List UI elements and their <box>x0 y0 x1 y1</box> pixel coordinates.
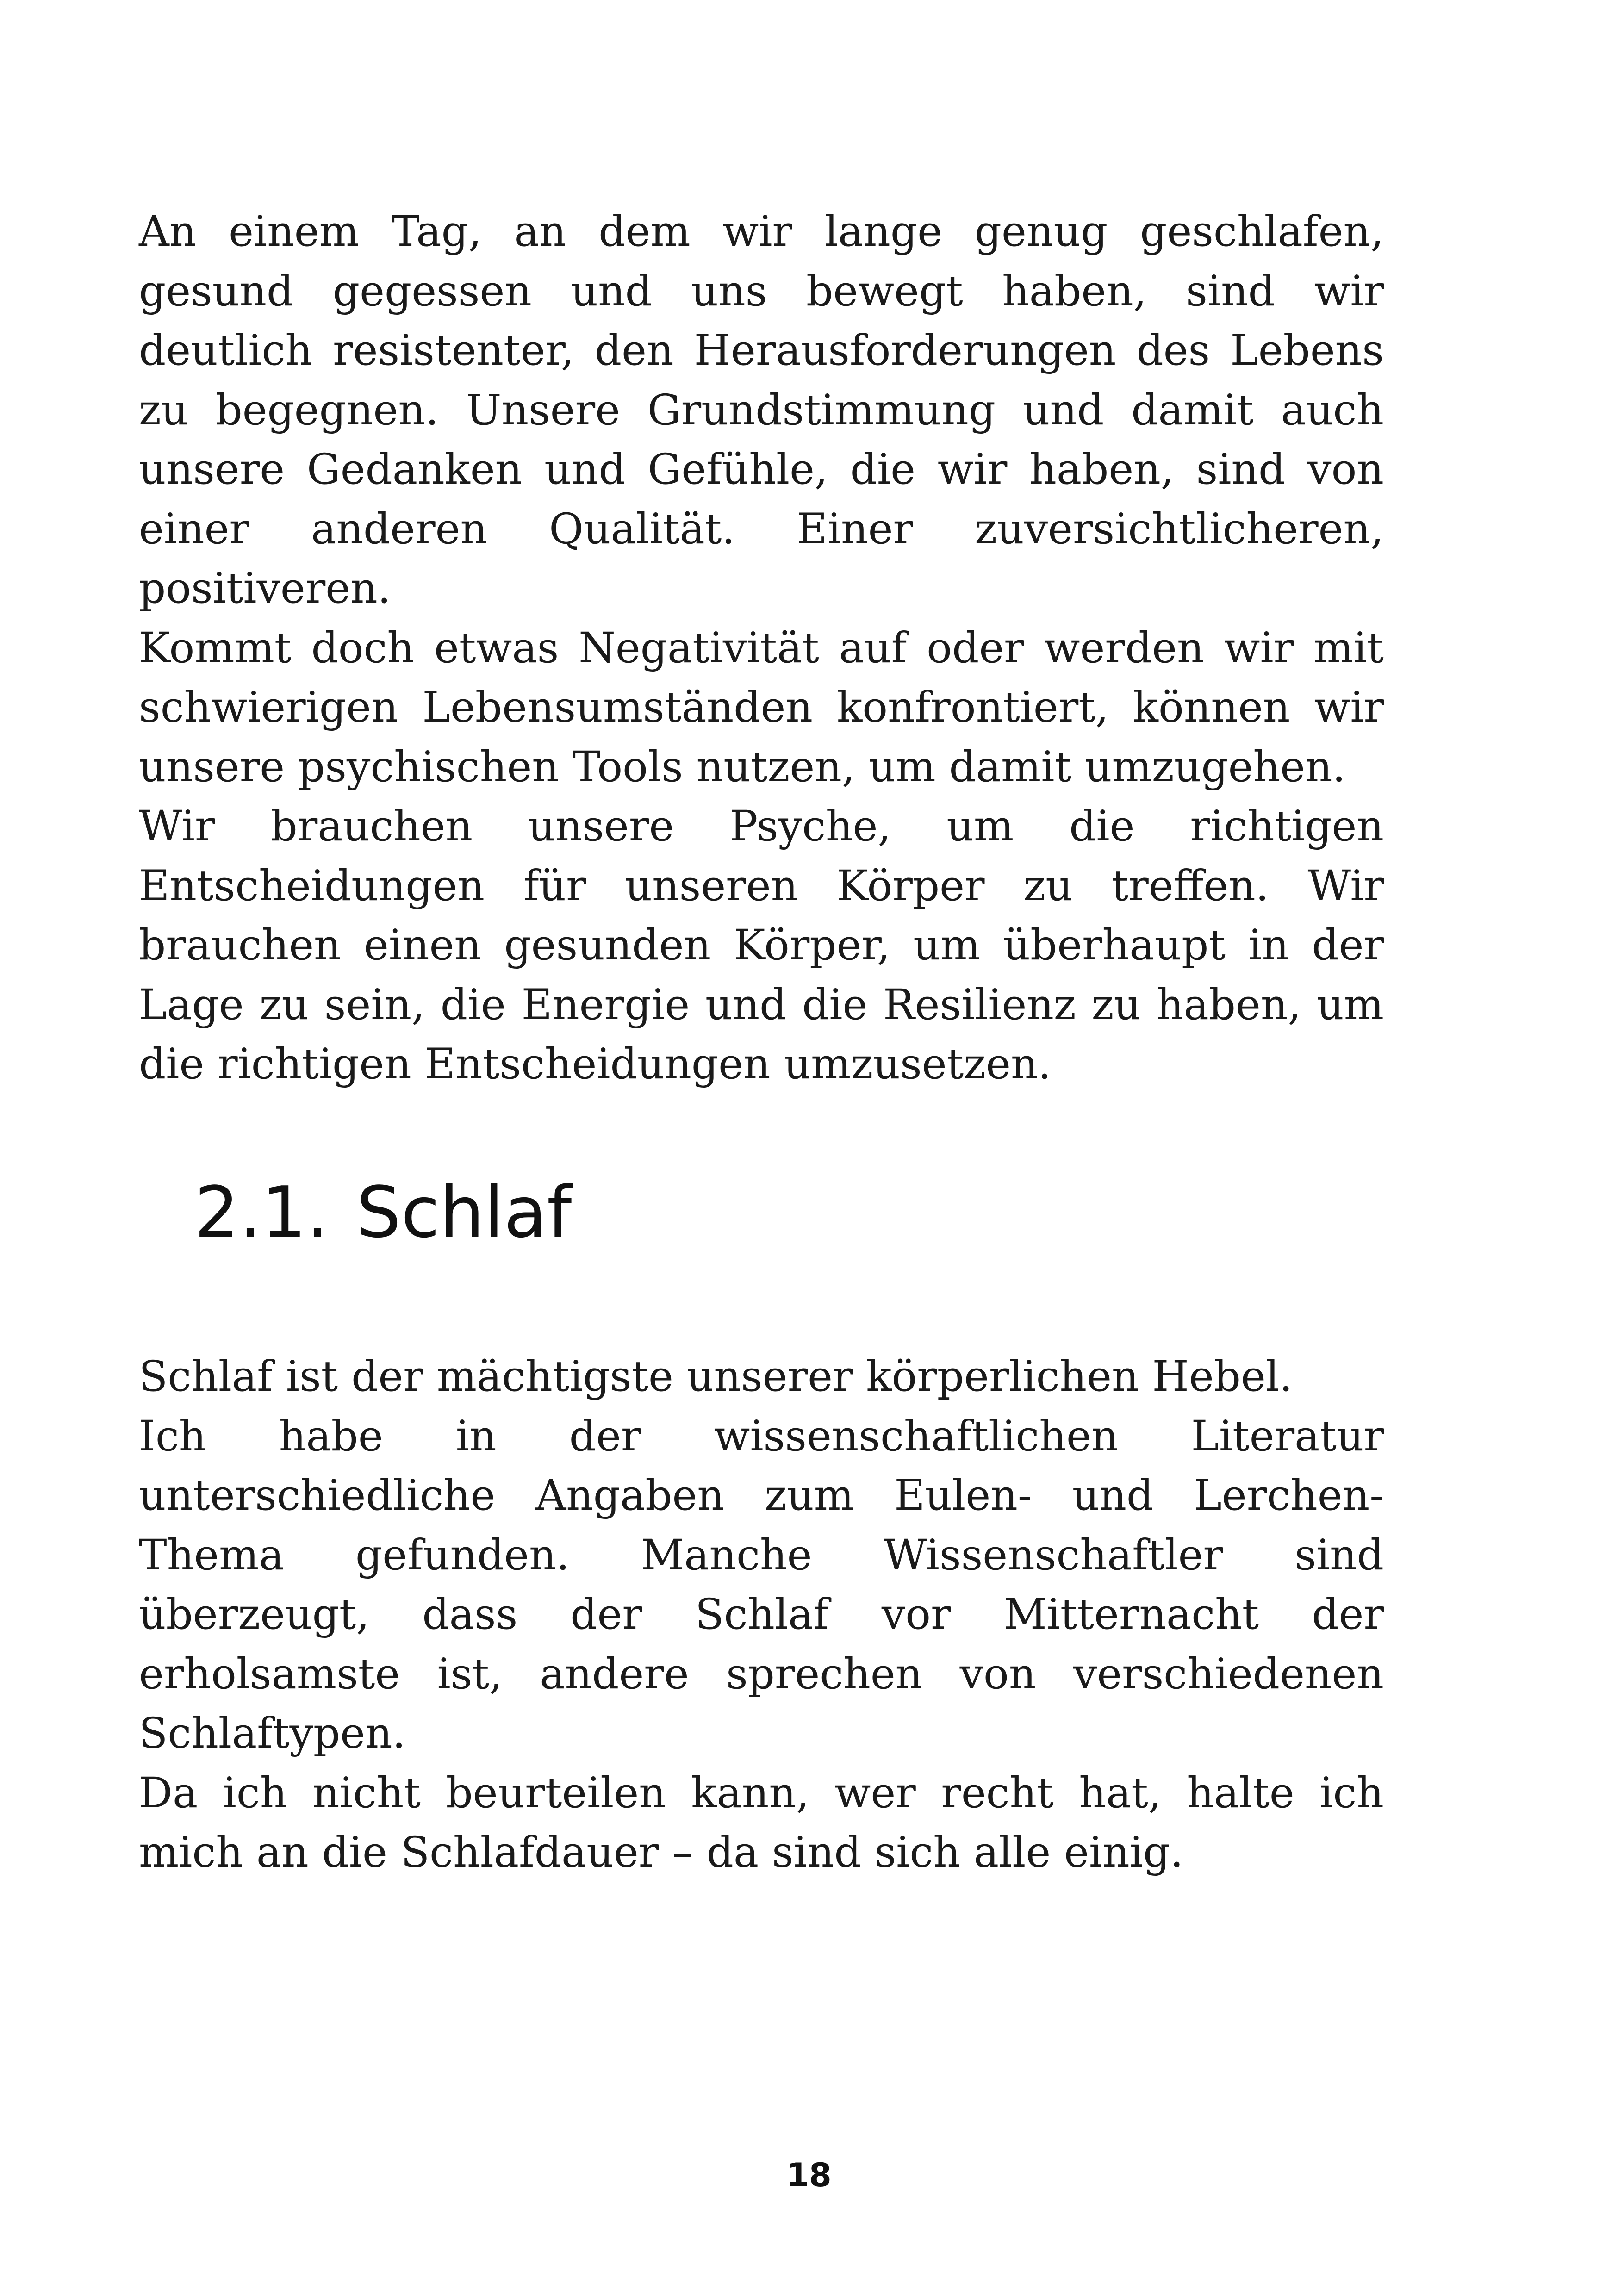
sleep-text <box>139 1347 1384 1883</box>
paragraph: An einem Tag, an dem wir lange genug geschlafen, gesund gegessen und uns bewegt haben, sind wir deutlich resistenter, den Herausforderungen des Lebens zu begegnen. Unsere Grundstimmung und damit auch unsere Gedanken und Gefühle, die wir haben, sind von einer anderen Qualität. Einer zuversichtlicheren, positiveren. <box>139 207 1384 613</box>
paragraph: Wir brauchen unsere Psyche, um die richtigen Entscheidungen für unseren Körper zu treffen. Wir brauchen einen gesunden Körper, um überhaupt in der Lage zu sein, die Energie und die Resilienz zu haben, um die richtigen Entscheidungen umzusetzen. <box>139 802 1384 1089</box>
section-number: 2.1. <box>194 1171 329 1253</box>
paragraph: Da ich nicht beurteilen kann, wer recht hat, halte ich mich an die Schlafdauer – da sind sich alle einig. <box>139 1768 1384 1877</box>
paragraph: Schlaf ist der mächtigste unserer körperlichen Hebel. <box>139 1352 1293 1401</box>
paragraph: Ich habe in der wissenschaftlichen Literatur unterschiedliche Angaben zum Eulen- und Lerchen-Thema gefunden. Manche Wissenschaftler sind überzeugt, dass der Schlaf vor Mitternacht der erholsamste ist, andere sprechen von verschiedenen Schlaftypen. <box>139 1412 1384 1758</box>
intro-text <box>139 202 1384 1095</box>
page-number: 18 <box>786 2156 832 2194</box>
section-heading <box>194 1166 572 1259</box>
section-title: Schlaf <box>356 1171 572 1253</box>
paragraph: Kommt doch etwas Negativität auf oder werden wir mit schwierigen Lebensumständen konfrontiert, können wir unsere psychischen Tools nutzen, um damit umzugehen. <box>139 623 1384 791</box>
